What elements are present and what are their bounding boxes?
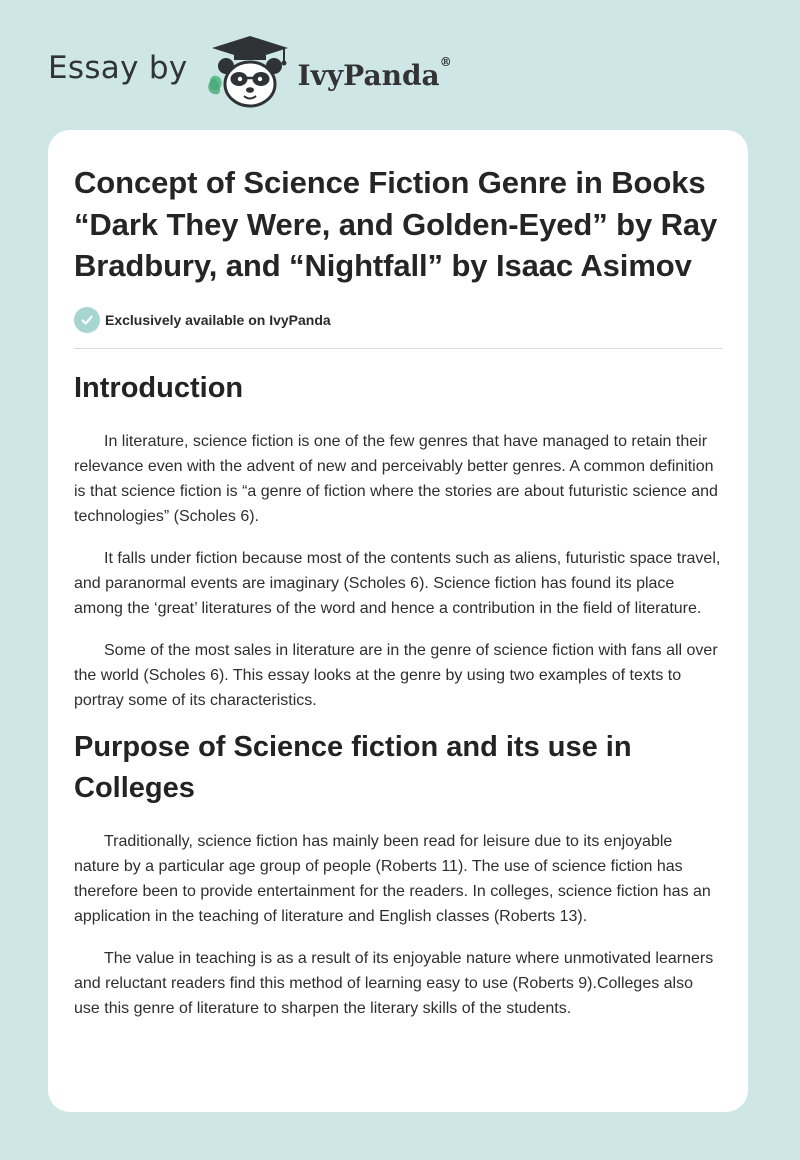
check-icon <box>74 307 100 333</box>
site-header <box>48 32 452 112</box>
essay-title: Concept of Science Fiction Genre in Books “Dark They Were, and Golden-Eyed” by Ray Bradbury, and “Nightfall” by Isaac Asimov <box>74 165 718 283</box>
paragraph: In literature, science fiction is one of the few genres that have managed to retain their relevance even with the advent of new and perceivably better genres. A common definition is that science fiction is “a genre of fiction where the stories are about futuristic science and technologies” (Scholes 6). <box>74 432 718 525</box>
section-introduction <box>74 368 722 713</box>
brand-prefix: Essay by <box>48 50 188 86</box>
divider <box>74 348 722 349</box>
paragraph: Traditionally, science fiction has mainly been read for leisure due to its enjoyable nature by a particular age group of people (Roberts 11). The use of science fiction has therefore been to provide entertainment for the readers. In colleges, science fiction has an application in the teaching of literature and English classes (Roberts 13). <box>74 832 711 925</box>
section-heading: Purpose of Science fiction and its use in Colleges <box>74 730 632 804</box>
paragraph: Some of the most sales in literature are in the genre of science fiction with fans all over the world (Scholes 6). This essay looks at the genre by using two examples of texts to portray some of its characteristics. <box>74 641 718 709</box>
paragraph: It falls under fiction because most of the contents such as aliens, futuristic space travel, and paranormal events are imaginary (Scholes 6). Science fiction has found its place among the ‘great’ literatures of the word and hence a contribution in the field of literature. <box>74 549 721 617</box>
essay-card <box>48 130 748 1112</box>
section-purpose <box>74 727 722 1021</box>
section-heading: Introduction <box>74 371 244 404</box>
panda-graduate-icon[interactable] <box>204 32 296 112</box>
paragraph: The value in teaching is as a result of its enjoyable nature where unmotivated learners and reluctant readers find this method of learning easy to use (Roberts 9).Colleges also use this genre of literature to sharpen the literary skills of the students. <box>74 949 714 1017</box>
exclusive-badge <box>74 307 722 333</box>
brand-name[interactable]: IvyPanda® <box>297 54 452 92</box>
registered-mark: ® <box>439 54 452 69</box>
exclusive-label: Exclusively available on IvyPanda <box>105 311 331 328</box>
